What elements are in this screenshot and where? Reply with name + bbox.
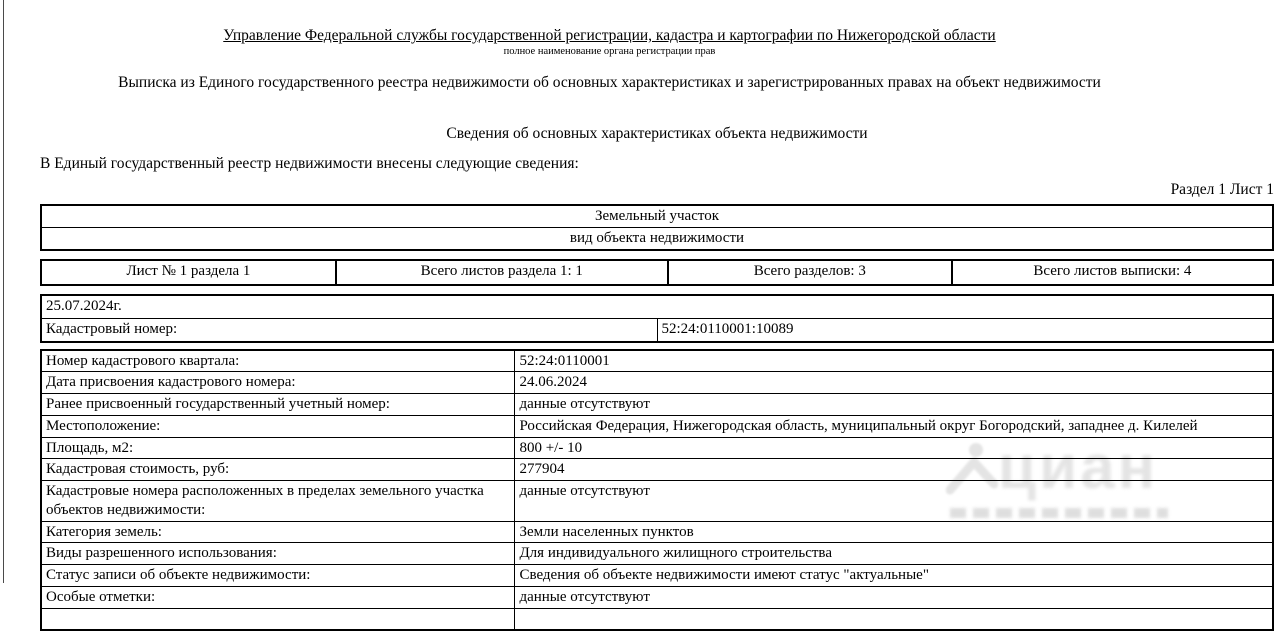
sheet-info-table <box>40 259 1274 286</box>
row-label: Особые отметки: <box>41 586 515 608</box>
row-label: Местоположение: <box>41 415 515 437</box>
table-row <box>41 205 1273 227</box>
row-value <box>515 608 1273 630</box>
row-value: 24.06.2024 <box>515 372 1273 394</box>
table-row <box>41 260 1273 285</box>
row-value: 277904 <box>515 459 1273 481</box>
table-row <box>41 586 1273 608</box>
row-value: 800 +/- 10 <box>515 437 1273 459</box>
table-row <box>41 543 1273 565</box>
row-label: Дата присвоения кадастрового номера: <box>41 372 515 394</box>
extract-date-cell: 25.07.2024г. <box>41 295 1273 319</box>
row-value: Для индивидуального жилищного строительства <box>515 543 1273 565</box>
table-row <box>41 318 1273 342</box>
object-type-table <box>40 204 1274 251</box>
row-value: Сведения об объекте недвижимости имеют статус "актуальные" <box>515 565 1273 587</box>
registry-authority-caption: полное наименование органа регистрации прав <box>40 46 1179 57</box>
section-sheets-total-cell: Всего листов раздела 1: 1 <box>336 260 668 285</box>
object-type-caption: вид объекта недвижимости <box>41 227 1273 249</box>
page-edge-line <box>3 0 4 583</box>
document-header <box>40 27 1274 92</box>
row-label: Статус записи об объекте недвижимости: <box>41 565 515 587</box>
table-row <box>41 459 1273 481</box>
table-row <box>41 394 1273 416</box>
row-value: данные отсутствуют <box>515 586 1273 608</box>
cian-watermark-text: циан <box>998 432 1158 503</box>
table-row <box>41 437 1273 459</box>
section-title: Сведения об основных характеристиках объекта недвижимости <box>40 125 1274 143</box>
row-label <box>41 608 515 630</box>
date-cadastral-table <box>40 294 1274 343</box>
row-label: Ранее присвоенный государственный учетный номер: <box>41 394 515 416</box>
row-label: Виды разрешенного использования: <box>41 543 515 565</box>
row-value: Земли населенных пунктов <box>515 521 1273 543</box>
row-label: Номер кадастрового квартала: <box>41 350 515 372</box>
sections-total-cell: Всего разделов: 3 <box>668 260 952 285</box>
details-table <box>40 349 1274 631</box>
object-type-value: Земельный участок <box>41 205 1273 227</box>
row-value: 52:24:0110001 <box>515 350 1273 372</box>
document-content <box>40 0 1274 631</box>
table-row <box>41 608 1273 630</box>
table-row <box>41 227 1273 249</box>
row-label: Кадастровая стоимость, руб: <box>41 459 515 481</box>
row-label: Площадь, м2: <box>41 437 515 459</box>
extract-sheets-total-cell: Всего листов выписки: 4 <box>952 260 1273 285</box>
registry-authority-title: Управление Федеральной службы государственной регистрации, кадастра и картографии по Нижегородской области <box>40 27 1179 45</box>
row-label: Кадастровые номера расположенных в пределах земельного участка объектов недвижимости: <box>41 481 515 522</box>
table-row <box>41 350 1273 372</box>
table-row <box>41 481 1273 522</box>
table-row <box>41 415 1273 437</box>
row-value: данные отсутствуют <box>515 394 1273 416</box>
table-row <box>41 372 1273 394</box>
row-label: Кадастровый номер: <box>41 318 657 342</box>
row-value: данные отсутствуют <box>515 481 1273 522</box>
table-row <box>41 521 1273 543</box>
section-sheet-label: Раздел 1 Лист 1 <box>40 181 1274 199</box>
intro-line: В Единый государственный реестр недвижимости внесены следующие сведения: <box>40 155 1274 173</box>
table-row <box>41 295 1273 319</box>
row-value: Российская Федерация, Нижегородская область, муниципальный округ Богородский, западнее д. Килелей <box>515 415 1273 437</box>
document-title: Выписка из Единого государственного реестра недвижимости об основных характеристиках и зарегистрированных правах на объект недвижимости <box>40 74 1179 92</box>
sheet-number-cell: Лист № 1 раздела 1 <box>41 260 336 285</box>
row-label: Категория земель: <box>41 521 515 543</box>
row-value: 52:24:0110001:10089 <box>657 318 1273 342</box>
